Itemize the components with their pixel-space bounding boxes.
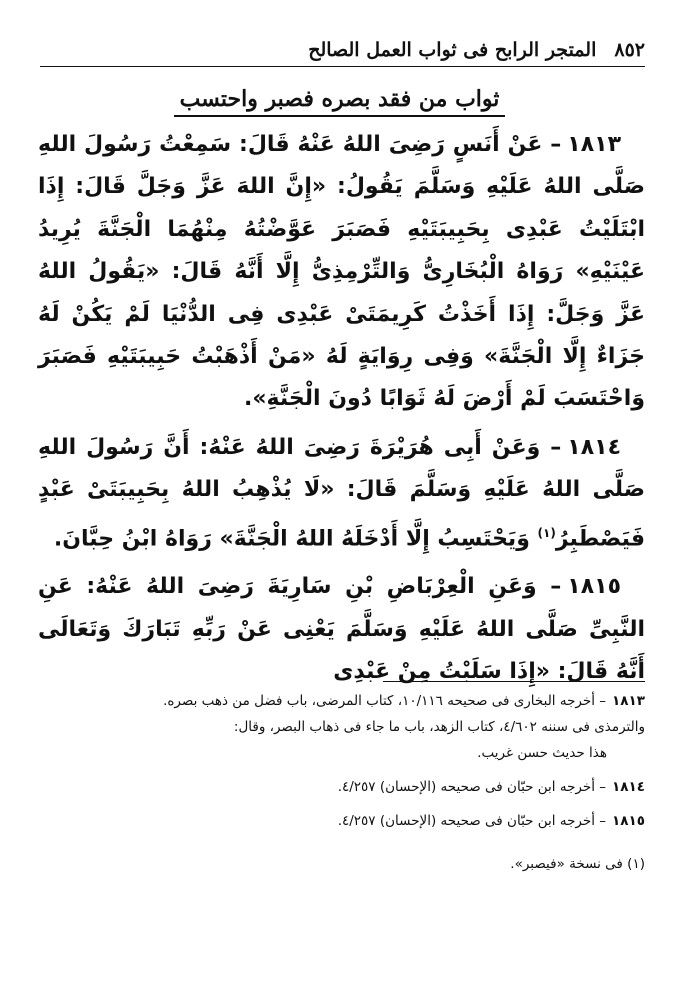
hadith-number: ١٨١٥ <box>567 574 621 600</box>
footnote-line: – أخرجه البخارى فى صحيحه ١٠/١١٦، كتاب المرضى، باب فضل من ذهب بصره. <box>163 693 607 709</box>
page-number: ٨٥٢ <box>614 39 645 61</box>
hadith-text-continued: وَيَحْتَسِبُ إِلَّا أَدْخَلَهُ اللهُ الْجَنَّةَ» رَوَاهُ ابْنُ حِبَّانَ. <box>53 525 538 551</box>
hadith-1814 <box>38 427 645 561</box>
hadith-number: ١٨١٣ <box>567 132 621 157</box>
footnote-1813 <box>40 688 645 766</box>
main-text <box>38 124 645 700</box>
hadith-1815 <box>38 566 645 693</box>
hadith-text: – وَعَنْ أَبِى هُرَيْرَةَ رَضِىَ اللهُ عَنْهُ: أَنَّ رَسُولَ اللهِ صَلَّى اللهُ عَلَيْهِ وَسَلَّمَ قَالَ: «لَا يُذْهِبُ اللهُ بِحَبِيبَتَىْ عَبْدٍ فَيَصْطَبِرُ <box>38 434 645 551</box>
footnote-line: – أخرجه ابن حبّان فى صحيحه (الإحسان) ٤/٢٥٧. <box>337 779 607 795</box>
footnote-line: والترمذى فى سننه ٤/٦٠٢، كتاب الزهد، باب ما جاء فى ذهاب البصر، وقال: <box>233 719 645 735</box>
hadith-1813 <box>38 124 645 421</box>
footnote-line: هذا حديث حسن غريب. <box>477 745 607 761</box>
footnote-1814 <box>40 774 645 800</box>
hadith-text: – عَنْ أَنَسٍ رَضِىَ اللهُ عَنْهُ قَالَ: سَمِعْتُ رَسُولَ اللهِ صَلَّى اللهُ عَلَيْهِ وَسَلَّمَ يَقُولُ: «إِنَّ اللهَ عَزَّ وَجَلَّ قَالَ: إِذَا ابْتَلَيْتُ عَبْدِى بِحَبِيبَتَيْهِ فَصَبَرَ عَوَّضْتُهُ مِنْهُمَا الْجَنَّةَ يُرِيدُ عَيْنَيْهِ» رَوَاهُ الْبُخَارِىُّ وَالتِّرْمِذِىُّ إِلَّا أَنَّهُ قَالَ: «يَقُولُ اللهُ عَزَّ وَجَلَّ: إِذَا أَخَذْتُ كَرِيمَتَىْ عَبْدِى فِى الدُّنْيَا لَمْ يَكُنْ لَهُ جَزَاءٌ إِلَّا الْجَنَّةَ» وَفِى رِوَايَةٍ لَهُ «مَنْ أَذْهَبْتُ حَبِيبَتَيْهِ فَصَبَرَ وَاحْتَسَبَ لَمْ أَرْضَ لَهُ ثَوَابًا دُونَ الْجَنَّةِ». <box>38 132 645 412</box>
footnote-1815 <box>40 808 645 834</box>
footnote-line: – أخرجه ابن حبّان فى صحيحه (الإحسان) ٤/٢٥٧. <box>337 813 607 829</box>
hadith-number: ١٨١٤ <box>567 434 621 460</box>
header-rule <box>40 66 645 67</box>
hadith-text: – وَعَنِ الْعِرْبَاضِ بْنِ سَارِيَةَ رَضِىَ اللهُ عَنْهُ: عَنِ النَّبِىِّ صَلَّى اللهُ عَلَيْهِ وَسَلَّمَ يَعْنِى عَنْ رَبِّهِ تَبَارَكَ وَتَعَالَى أَنَّهُ قَالَ: «إِذَا سَلَبْتُ مِنْ عَبْدِى <box>38 574 645 685</box>
footnotes <box>40 688 645 842</box>
variant-note: (١) فى نسخة «فيصبر». <box>510 856 645 872</box>
running-header <box>40 36 645 64</box>
footnote-number: ١٨١٤ <box>612 779 645 795</box>
footnote-rule <box>383 681 645 682</box>
section-title <box>0 86 679 117</box>
footnote-number: ١٨١٣ <box>612 693 645 709</box>
section-title-text: ثواب من فقد بصره فصبر واحتسب <box>174 86 506 117</box>
footnote-number: ١٨١٥ <box>612 813 645 829</box>
footnote-marker: (١) <box>537 525 556 540</box>
running-title: المتجر الرابح فى ثواب العمل الصالح <box>308 39 597 61</box>
